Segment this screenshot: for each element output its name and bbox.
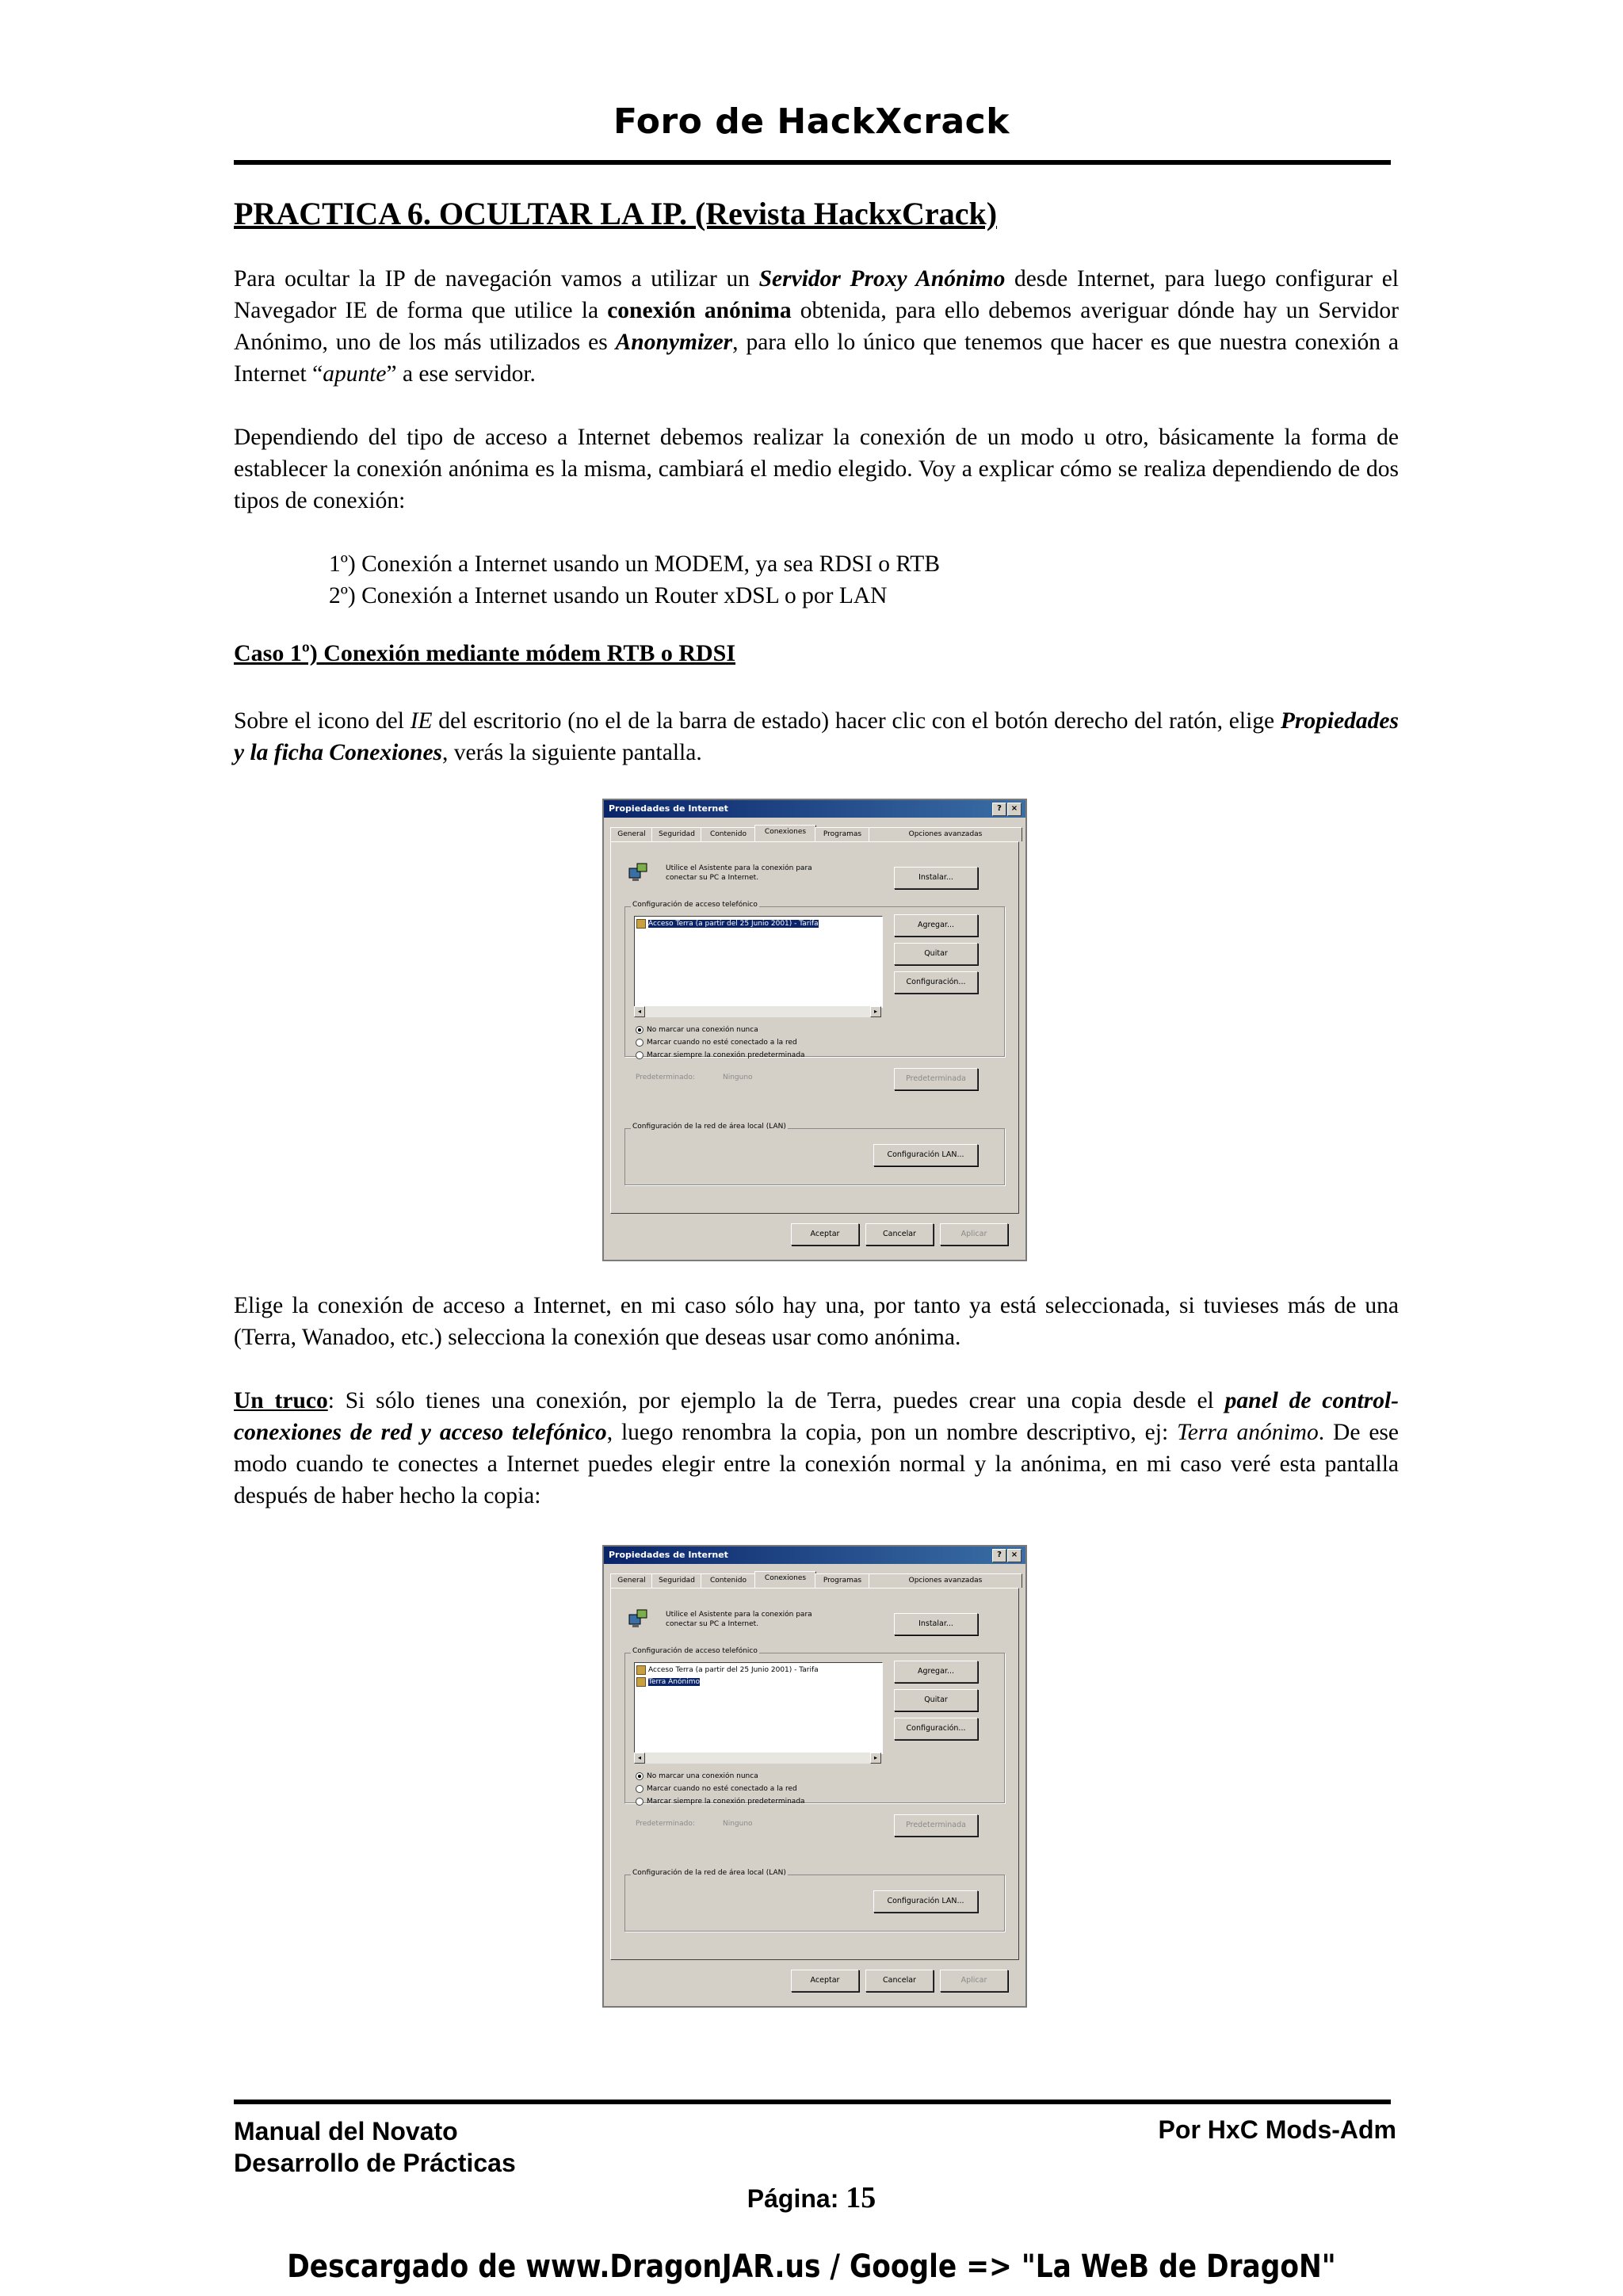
text-underline: Un truco: [234, 1388, 328, 1413]
set-default-button[interactable]: Predeterminada: [894, 1814, 978, 1836]
set-default-button[interactable]: Predeterminada: [894, 1068, 978, 1090]
text-emphasis: panel de control-conexiones de red y acceso telefónico: [234, 1388, 1399, 1445]
dialup-connection-icon: [636, 919, 646, 929]
add-button[interactable]: Agregar...: [894, 1661, 978, 1683]
paragraph-instructions: [234, 705, 1399, 769]
tab-programs[interactable]: Programas: [815, 1573, 870, 1588]
dialup-group-label: Configuración de acceso telefónico: [632, 901, 758, 909]
list-item[interactable]: Acceso Terra (a partir del 25 Junio 2001) - Tarifa: [636, 1665, 879, 1676]
scroll-left-icon[interactable]: ◂: [634, 1006, 645, 1017]
page-number: [0, 2180, 1623, 2215]
close-button[interactable]: ×: [1007, 803, 1022, 816]
lan-settings-button[interactable]: Configuración LAN...: [873, 1890, 978, 1913]
tab-content[interactable]: Contenido: [701, 827, 756, 841]
default-value: Ninguno: [723, 1820, 753, 1828]
radio-icon: [636, 1798, 643, 1806]
radio-always-dial[interactable]: Marcar siempre la conexión predeterminada: [636, 1051, 805, 1061]
page-label: Página:: [747, 2184, 846, 2213]
remove-button[interactable]: Quitar: [894, 943, 978, 965]
footer-rule: [234, 2100, 1391, 2104]
tab-general[interactable]: General: [610, 1573, 653, 1588]
text: desde Internet, para luego configurar el Navegador IE de forma que utilice la: [234, 266, 1399, 323]
lan-group-label: Configuración de la red de área local (LAN): [632, 1123, 786, 1131]
tab-security[interactable]: Seguridad: [651, 1573, 702, 1588]
paragraph-intro: [234, 263, 1399, 390]
tab-bar: [610, 1572, 1019, 1588]
radio-always-dial[interactable]: Marcar siempre la conexión predeterminada: [636, 1797, 805, 1807]
paragraph-trick: [234, 1385, 1399, 1512]
text: , luego renombra la copia, pon un nombre descriptivo, ej:: [606, 1420, 1178, 1445]
ok-button[interactable]: Aceptar: [791, 1223, 859, 1245]
paragraph-select-connection: Elige la conexión de acceso a Internet, en mi caso sólo hay una, por tanto ya está seleccionada, si tuvieses más de una (Terra, Wanadoo, etc.) selecciona la conexión que deseas usar como anónima.: [234, 1293, 1399, 1350]
header-rule: [234, 160, 1391, 165]
radio-never-dial[interactable]: No marcar una conexión nunca: [636, 1772, 758, 1782]
text-italic: apunte: [323, 361, 387, 387]
settings-button[interactable]: Configuración...: [894, 1718, 978, 1740]
tab-general[interactable]: General: [610, 827, 653, 841]
tab-advanced[interactable]: Opciones avanzadas: [869, 1573, 1022, 1588]
cancel-button[interactable]: Cancelar: [865, 1223, 934, 1245]
wizard-description: Utilice el Asistente para la conexión para conectar su PC a Internet.: [666, 1611, 812, 1628]
network-connection-icon: [628, 862, 650, 883]
text: obtenida, para ello debemos averiguar dónde hay un Servidor Anónimo, uno de los más utilizados es: [234, 298, 1400, 355]
wizard-description: Utilice el Asistente para la conexión para conectar su PC a Internet.: [666, 864, 812, 882]
section-title: PRACTICA 6. OCULTAR LA IP. (Revista HackxCrack): [234, 196, 998, 231]
text: Para ocultar la IP de navegación vamos a utilizar un: [234, 266, 759, 292]
tab-connections[interactable]: Conexiones: [754, 825, 816, 842]
radio-dial-when-no-network[interactable]: Marcar cuando no esté conectado a la red: [636, 1784, 797, 1794]
text: Sobre el icono del: [234, 708, 411, 734]
connections-listbox[interactable]: [634, 1662, 883, 1754]
footer-author: Por HxC Mods-Adm: [1158, 2115, 1396, 2144]
download-banner: Descargado de www.DragonJAR.us / Google => "La WeB de DragoN": [287, 2248, 1336, 2285]
radio-icon: [636, 1051, 643, 1059]
help-button[interactable]: ?: [992, 1549, 1006, 1562]
default-label: Predeterminado:: [636, 1820, 695, 1828]
text-emphasis: Propiedades y la ficha Conexiones: [234, 708, 1399, 765]
scroll-right-icon[interactable]: ▸: [870, 1006, 881, 1017]
tab-content[interactable]: Contenido: [701, 1573, 756, 1588]
dialog-title: Propiedades de Internet: [604, 1547, 1025, 1564]
settings-button[interactable]: Configuración...: [894, 971, 978, 994]
tab-security[interactable]: Seguridad: [651, 827, 702, 841]
header-title: Foro de HackXcrack: [613, 101, 1010, 142]
text-italic: Terra anónimo: [1177, 1420, 1319, 1445]
footer-left: [234, 2115, 516, 2179]
scroll-left-icon[interactable]: ◂: [634, 1753, 645, 1764]
radio-never-dial[interactable]: No marcar una conexión nunca: [636, 1025, 758, 1035]
subheading-case-1: Caso 1º) Conexión mediante módem RTB o RDSI: [234, 640, 736, 666]
lan-group-label: Configuración de la red de área local (LAN): [632, 1869, 786, 1877]
text-italic: IE: [410, 708, 433, 734]
radio-icon: [636, 1785, 643, 1793]
dialup-group-label: Configuración de acceso telefónico: [632, 1647, 758, 1655]
dialog-screenshot-1: [602, 799, 1027, 1261]
list-item[interactable]: Terra Anónimo: [636, 1676, 879, 1688]
dialup-connection-icon: [636, 1677, 646, 1687]
dialog-title: Propiedades de Internet: [604, 800, 1025, 818]
network-connection-icon: [628, 1608, 650, 1629]
connections-listbox[interactable]: [634, 916, 883, 1008]
footer-section: Desarrollo de Prácticas: [234, 2149, 516, 2177]
dialog-screenshot-2: [602, 1545, 1027, 2008]
ok-button[interactable]: Aceptar: [791, 1970, 859, 1992]
paragraph-connection-types: Dependiendo del tipo de acceso a Internet debemos realizar la conexión de un modo u otro, básicamente la forma de establecer la conexión anónima es la misma, cambiará el medio elegido. Voy a explicar cómo se realiza dependiendo de dos tipos de conexión:: [234, 425, 1399, 513]
close-button[interactable]: ×: [1007, 1549, 1022, 1562]
radio-selected-icon: [636, 1772, 643, 1780]
default-label: Predeterminado:: [636, 1074, 695, 1081]
tab-bar: [610, 826, 1019, 841]
text: ” a ese servidor.: [386, 361, 536, 387]
footer-manual-title: Manual del Novato: [234, 2117, 458, 2145]
apply-button[interactable]: Aplicar: [940, 1970, 1008, 1992]
text: , para ello lo único que tenemos que hacer es que nuestra conexión a Internet “: [234, 330, 1399, 387]
tab-connections[interactable]: Conexiones: [754, 1571, 816, 1589]
radio-icon: [636, 1039, 643, 1047]
apply-button[interactable]: Aplicar: [940, 1223, 1008, 1245]
remove-button[interactable]: Quitar: [894, 1689, 978, 1711]
horizontal-scrollbar[interactable]: [634, 1753, 881, 1764]
help-button[interactable]: ?: [992, 803, 1006, 816]
list-item: 1º) Conexión a Internet usando un MODEM, ya sea RDSI o RTB: [329, 551, 940, 577]
text: , verás la siguiente pantalla.: [442, 740, 702, 765]
text-emphasis: Anonymizer: [615, 330, 733, 355]
lan-settings-button[interactable]: Configuración LAN...: [873, 1144, 978, 1166]
dialup-connection-icon: [636, 1665, 646, 1675]
scroll-right-icon[interactable]: ▸: [870, 1753, 881, 1764]
radio-selected-icon: [636, 1026, 643, 1034]
install-button[interactable]: Instalar...: [894, 867, 978, 889]
text: . De ese modo cuando te conectes a Internet puedes elegir entre la conexión normal y la anónima, en mi caso veré esta pantalla después de haber hecho la copia:: [234, 1420, 1400, 1508]
list-item[interactable]: Acceso Terra (a partir del 25 Junio 2001) - Tarifa: [636, 918, 879, 929]
horizontal-scrollbar[interactable]: [634, 1006, 881, 1017]
text: del escritorio (no el de la barra de estado) hacer clic con el botón derecho del ratón, elige: [432, 708, 1281, 734]
tab-advanced[interactable]: Opciones avanzadas: [869, 827, 1022, 841]
page-num: 15: [846, 2181, 876, 2214]
add-button[interactable]: Agregar...: [894, 914, 978, 936]
radio-dial-when-no-network[interactable]: Marcar cuando no esté conectado a la red: [636, 1038, 797, 1048]
text: : Si sólo tienes una conexión, por ejemplo la de Terra, puedes crear una copia desde el: [327, 1388, 1225, 1413]
text-bold: conexión anónima: [607, 298, 792, 323]
default-value: Ninguno: [723, 1074, 753, 1081]
cancel-button[interactable]: Cancelar: [865, 1970, 934, 1992]
list-item: 2º) Conexión a Internet usando un Router xDSL o por LAN: [329, 583, 888, 608]
install-button[interactable]: Instalar...: [894, 1613, 978, 1635]
text-emphasis: Servidor Proxy Anónimo: [758, 266, 1006, 292]
tab-programs[interactable]: Programas: [815, 827, 870, 841]
